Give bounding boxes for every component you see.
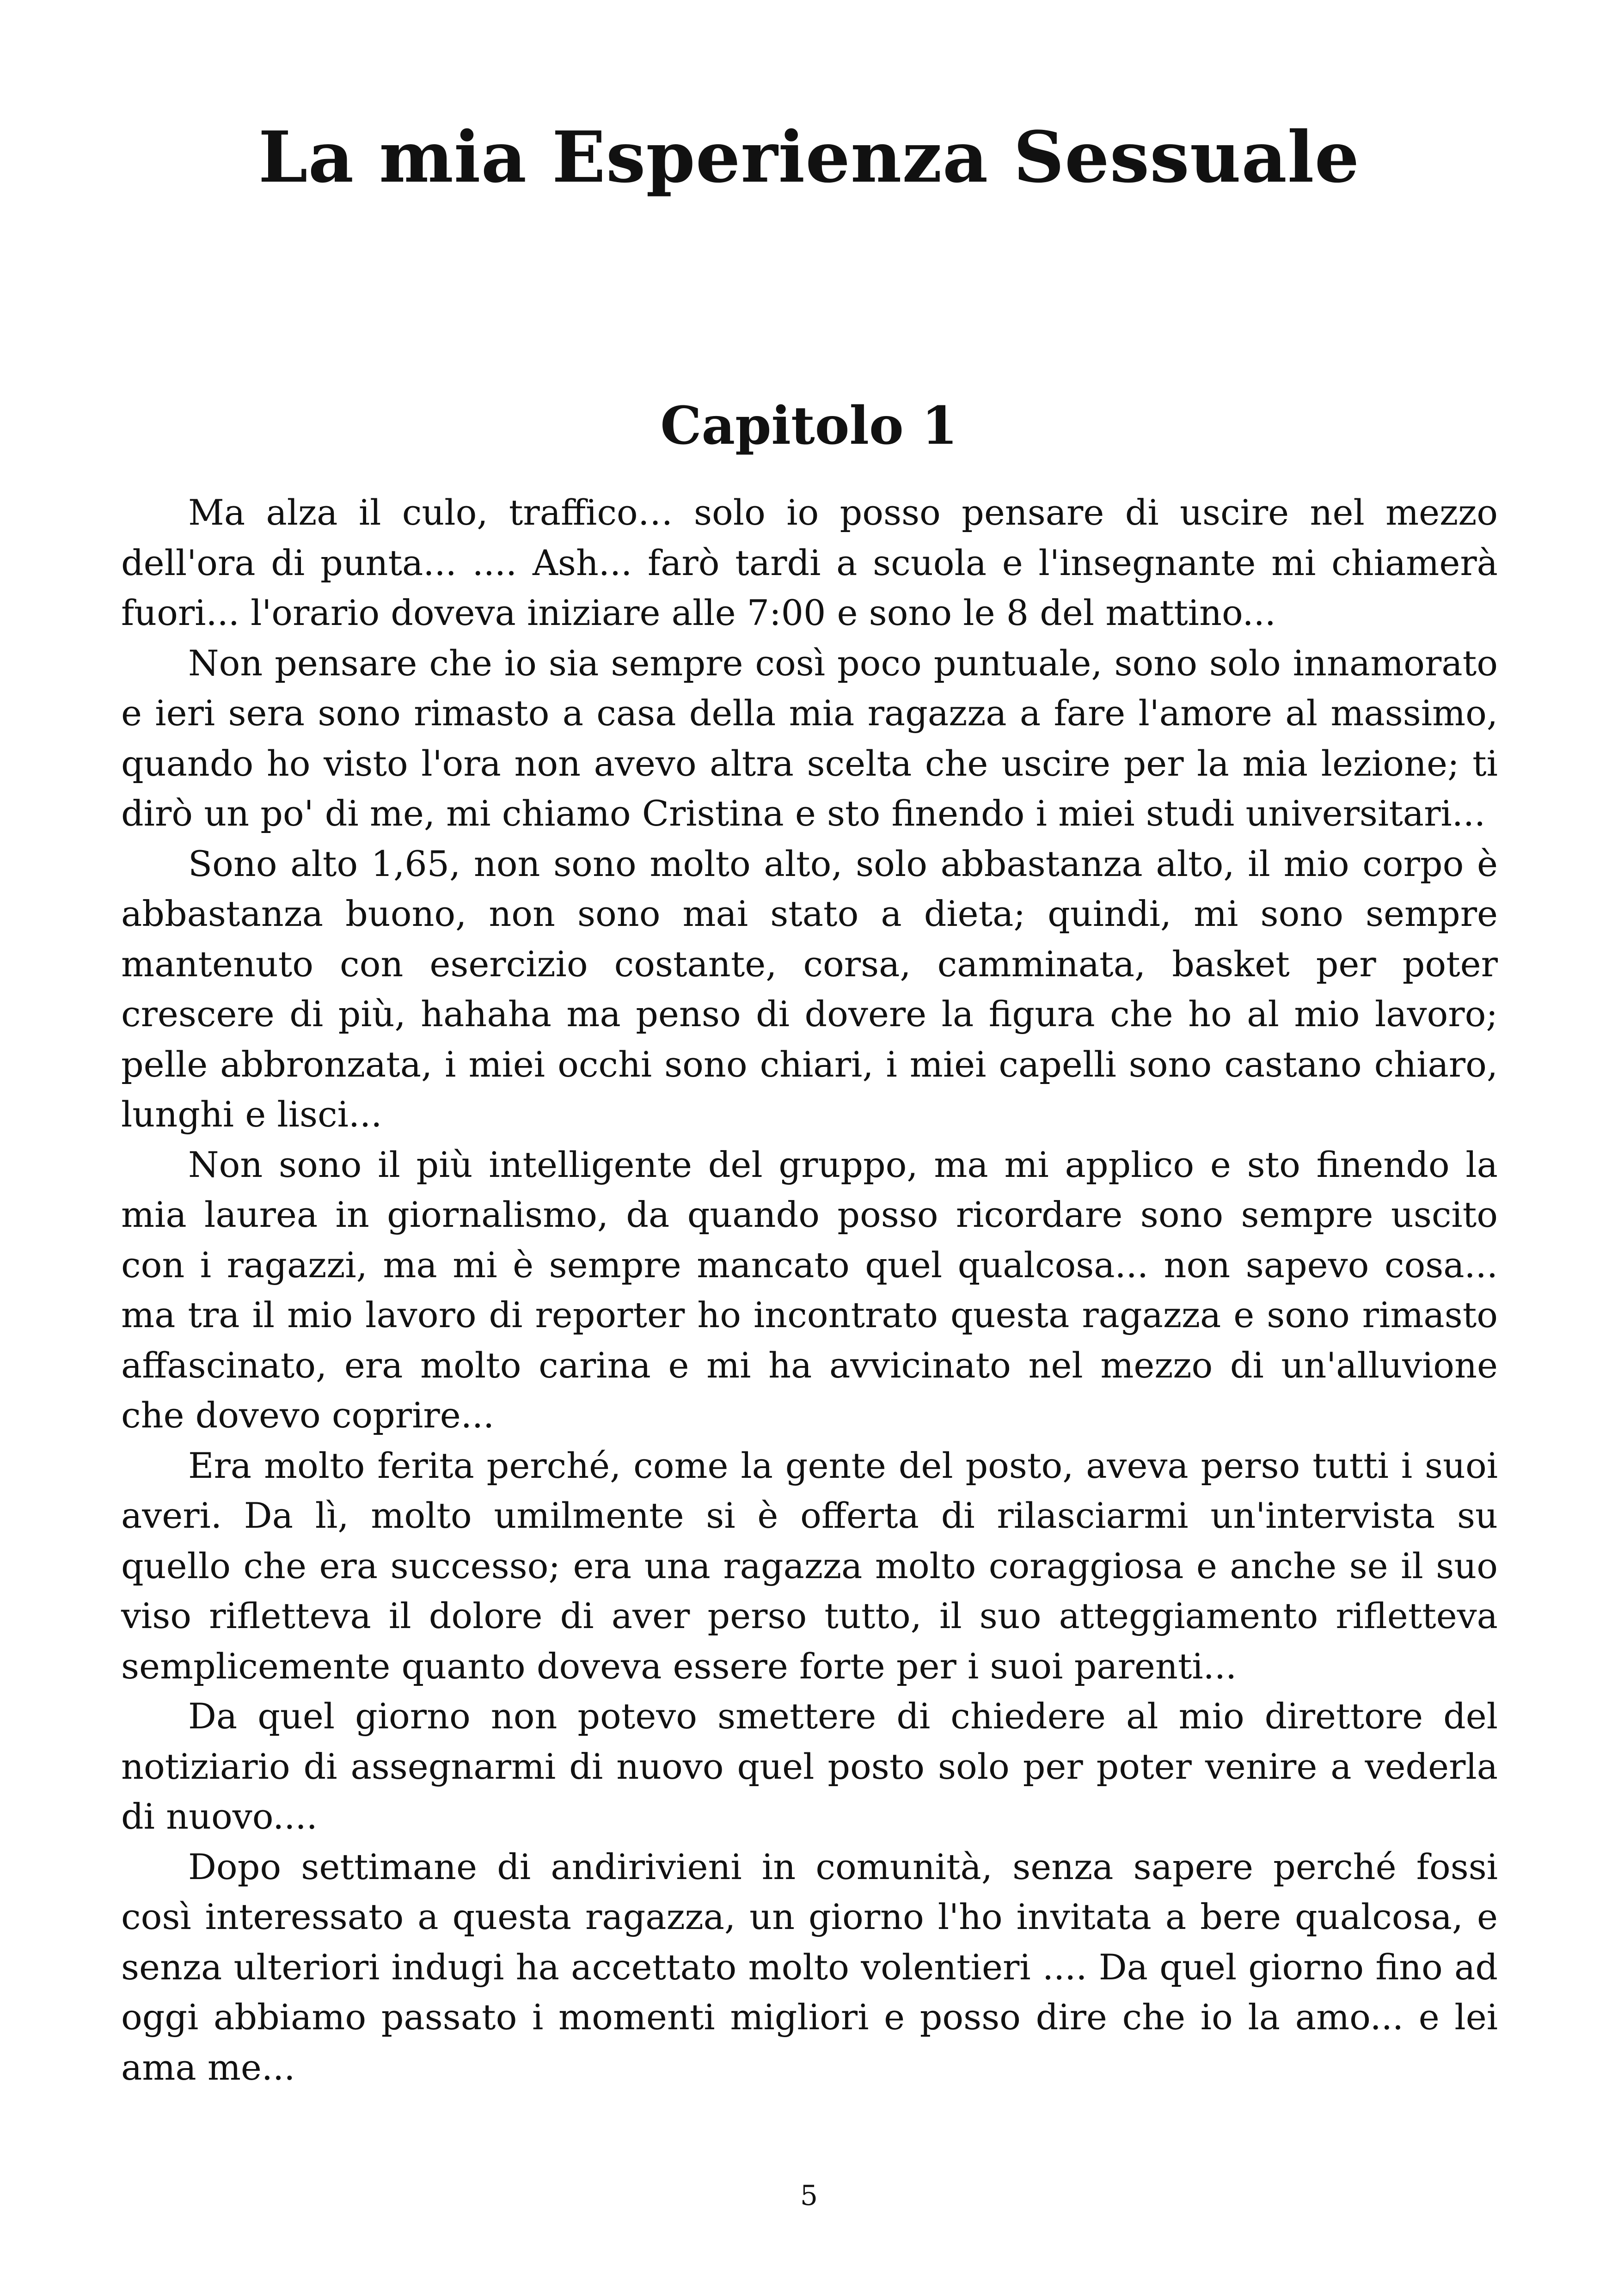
paragraph: Dopo settimane di andirivieni in comunità, senza sapere perché fossi così interessato a questa ragazza, un giorno l'ho invitata a bere qualcosa, e senza ulteriori indugi ha accettato molto volentieri .... Da quel giorno fino ad oggi abbiamo passato i momenti migliori e posso dire che io la amo... e lei ama me... [121,1846,1498,2088]
page-number: 5 [800,2180,818,2212]
paragraph: Non sono il più intelligente del gruppo, ma mi applico e sto finendo la mia laurea in giornalismo, da quando posso ricordare sono sempre uscito con i ragazzi, ma mi è sempre mancato quel qualcosa... non sapevo cosa... ma tra il mio lavoro di reporter ho incontrato questa ragazza e sono rimasto affascinato, era molto carina e mi ha avvicinato nel mezzo di un'alluvione che dovevo coprire... [121,1144,1498,1436]
chapter-title: Capitolo 1 [660,396,958,456]
paragraph: Non pensare che io sia sempre così poco puntuale, sono solo innamorato e ieri sera sono rimasto a casa della mia ragazza a fare l'amore al massimo, quando ho visto l'ora non avevo altra scelta che uscire per la mia lezione; ti dirò un po' di me, mi chiamo Cristina e sto finendo i miei studi universitari... [121,642,1498,834]
book-title: La mia Esperienza Sessuale [258,116,1360,198]
paragraph: Da quel giorno non potevo smettere di chiedere al mio direttore del notiziario di assegnarmi di nuovo quel posto solo per poter venire a vederla di nuovo.... [121,1696,1498,1837]
paragraph: Era molto ferita perché, come la gente del posto, aveva perso tutti i suoi averi. Da lì, molto umilmente si è offerta di rilasciarmi un'intervista su quello che era successo; era una ragazza molto coraggiosa e anche se il suo viso rifletteva il dolore di aver perso tutto, il suo atteggiamento rifletteva semplicemente quanto doveva essere forte per i suoi parenti... [121,1445,1498,1687]
paragraph: Sono alto 1,65, non sono molto alto, solo abbastanza alto, il mio corpo è abbastanza buono, non sono mai stato a dieta; quindi, mi sono sempre mantenuto con esercizio costante, corsa, camminata, basket per poter crescere di più, hahaha ma penso di dovere la figura che ho al mio lavoro; pelle abbronzata, i miei occhi sono chiari, i miei capelli sono castano chiaro, lunghi e lisci... [121,843,1498,1135]
chapter-body [121,488,1498,2093]
paragraph: Ma alza il culo, traffico… solo io posso pensare di uscire nel mezzo dell'ora di punta... .... Ash... farò tardi a scuola e l'insegnante mi chiamerà fuori... l'orario doveva iniziare alle 7:00 e sono le 8 del mattino... [121,492,1498,633]
